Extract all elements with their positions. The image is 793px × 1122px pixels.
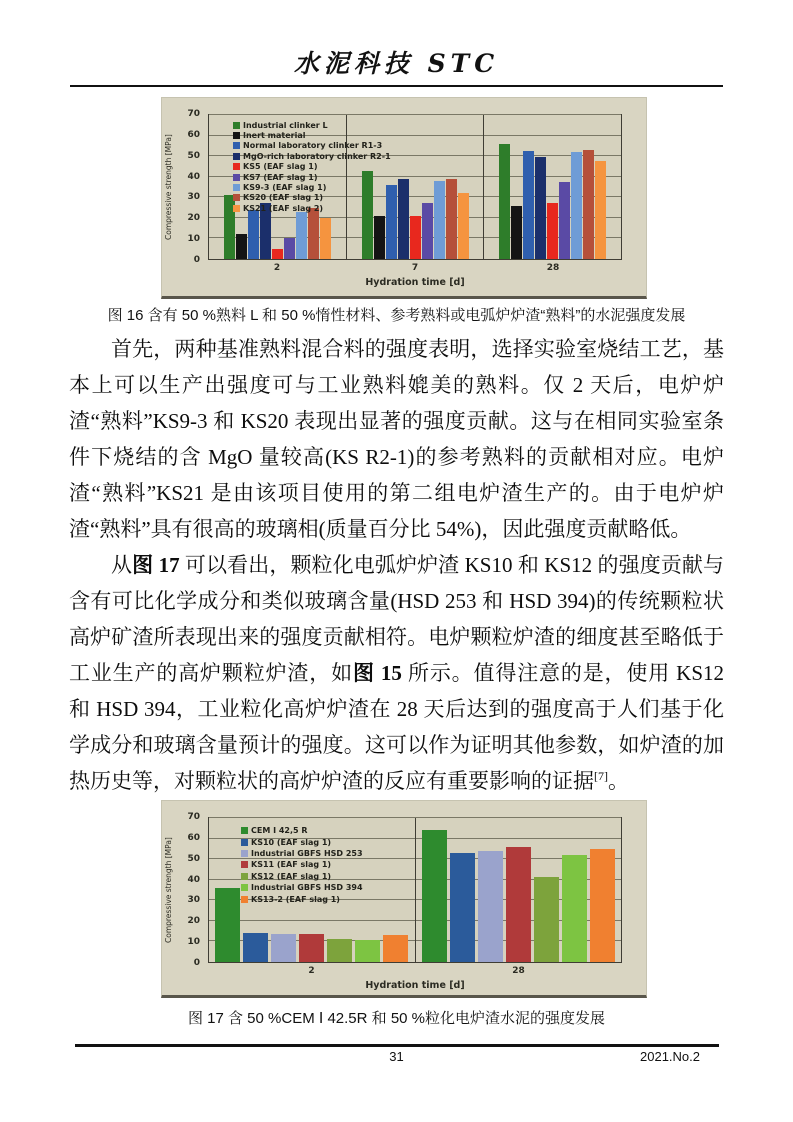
legend-swatch xyxy=(241,861,248,868)
y-tick-label: 20 xyxy=(187,916,200,927)
x-axis-title: Hydration time [d] xyxy=(365,980,465,991)
bar xyxy=(398,179,409,259)
bar xyxy=(355,940,380,962)
citation-ref: [7] xyxy=(594,769,608,783)
legend-label: Normal laboratory clinker R1-3 xyxy=(243,141,383,151)
legend-swatch xyxy=(233,174,240,181)
journal-title: 水泥科技 STC xyxy=(293,49,500,78)
legend-label: Industrial GBFS HSD 394 xyxy=(251,883,363,893)
bar xyxy=(434,181,445,259)
bar xyxy=(535,157,546,259)
bar xyxy=(458,193,469,259)
legend-label: KS9-3 (EAF slag 1) xyxy=(243,183,327,193)
legend-label: KS12 (EAF slag 1) xyxy=(251,871,332,881)
y-axis-title: Compressive strength [MPa] xyxy=(164,134,173,240)
y-tick-label: 50 xyxy=(187,150,200,161)
legend-item xyxy=(241,893,363,904)
legend-label: CEM I 42,5 R xyxy=(251,826,308,836)
legend-swatch xyxy=(241,884,248,891)
legend-item xyxy=(241,859,363,870)
bar xyxy=(446,179,457,259)
bar xyxy=(422,203,433,259)
y-tick-label: 10 xyxy=(187,937,200,948)
y-tick-label: 30 xyxy=(187,192,200,203)
y-tick-label: 70 xyxy=(187,109,200,119)
text-run: 从 xyxy=(111,553,133,577)
bar xyxy=(450,853,475,962)
legend-item xyxy=(233,162,391,172)
legend-label: Inert material xyxy=(243,131,306,141)
plot-area xyxy=(208,114,622,260)
bar xyxy=(595,161,606,259)
legend-label: KS7 (EAF slag 1) xyxy=(243,172,318,182)
chart-legend xyxy=(233,120,391,214)
bar xyxy=(583,150,594,259)
y-tick-label: 0 xyxy=(193,958,200,968)
y-tick-label: 40 xyxy=(187,171,200,182)
y-tick-label: 50 xyxy=(187,853,200,864)
bar xyxy=(374,216,385,259)
chart-legend xyxy=(241,825,363,905)
bar xyxy=(248,210,259,259)
bar xyxy=(478,851,503,962)
figure17-caption: 图 17 含 50 %CEM Ⅰ 42.5R 和 50 %粒化电炉渣水泥的强度发展 xyxy=(187,1010,606,1027)
bar xyxy=(571,152,582,259)
bar xyxy=(422,830,447,962)
legend-swatch xyxy=(241,873,248,880)
x-category-label: 28 xyxy=(546,263,560,273)
legend-label: KS5 (EAF slag 1) xyxy=(243,162,318,172)
bar xyxy=(272,249,283,259)
legend-item xyxy=(241,848,363,859)
bar xyxy=(236,234,247,259)
legend-item xyxy=(241,871,363,882)
legend-item xyxy=(233,172,391,182)
legend-swatch xyxy=(241,850,248,857)
figure16-caption: 图 16 含有 50 %熟料 L 和 50 %惰性材料、参考熟料或电弧炉炉渣“熟料”的水泥强度发展 xyxy=(107,307,686,324)
text-run: 图 17 xyxy=(132,553,180,577)
legend-swatch xyxy=(233,132,240,139)
legend-swatch xyxy=(233,194,240,201)
legend-swatch xyxy=(241,839,248,846)
y-tick-label: 0 xyxy=(193,255,200,265)
y-tick-label: 30 xyxy=(187,895,200,906)
page-number: 31 xyxy=(389,1049,404,1064)
legend-swatch xyxy=(233,153,240,160)
legend-item xyxy=(233,120,391,130)
bar xyxy=(547,203,558,259)
figure16-bar-chart xyxy=(161,97,647,299)
bar xyxy=(271,934,296,962)
bar xyxy=(284,238,295,259)
legend-swatch xyxy=(233,163,240,170)
bar xyxy=(511,206,522,259)
bar xyxy=(506,847,531,962)
legend-item xyxy=(233,130,391,140)
legend-swatch xyxy=(233,184,240,191)
legend-item xyxy=(241,836,363,847)
body-text xyxy=(69,331,724,799)
legend-label: KS10 (EAF slag 1) xyxy=(251,837,332,847)
bar xyxy=(534,877,559,962)
bar xyxy=(523,151,534,259)
legend-swatch xyxy=(241,896,248,903)
x-category-label: 2 xyxy=(273,263,281,273)
x-axis-categories xyxy=(208,966,622,976)
text-run: 图 15 xyxy=(352,661,402,685)
text-run: 所示。值得注意的是，使用 KS12 和 HSD 394，工业粒化高炉炉渣在 28 天后达到的强度高于人们基于化学成分和玻璃含量预计的强度。这可以作为证明其他参数，如炉渣的加热历史等，对颗粒状的高炉炉渣的反应有重要影响的证据 xyxy=(69,661,725,793)
bar xyxy=(243,933,268,962)
bar xyxy=(320,218,331,259)
bar xyxy=(562,855,587,962)
bar-group-28d xyxy=(415,818,622,962)
plot-area xyxy=(208,817,622,963)
paragraph-1 xyxy=(69,331,724,547)
x-axis-title: Hydration time [d] xyxy=(365,277,465,288)
paragraph-2 xyxy=(69,547,724,799)
bar xyxy=(383,935,408,962)
text-run: 。 xyxy=(608,769,629,793)
legend-item xyxy=(233,151,391,161)
y-tick-label: 60 xyxy=(187,129,200,140)
legend-label: KS20 (EAF slag 1) xyxy=(243,193,324,203)
legend-item xyxy=(233,182,391,192)
legend-label: KS21 (EAF slag 2) xyxy=(243,203,324,213)
y-axis-title: Compressive strength [MPa] xyxy=(164,837,173,943)
legend-swatch xyxy=(233,122,240,129)
legend-swatch xyxy=(241,827,248,834)
legend-item xyxy=(241,825,363,836)
legend-swatch xyxy=(233,205,240,212)
legend-label: Industrial GBFS HSD 253 xyxy=(251,848,363,858)
text-run: 可以看出，颗粒化电弧炉炉渣 KS10 和 KS12 的强度贡献与含有可比化学成分和类似玻璃含量(HSD 253 和 HSD 394)的传统颗粒状高炉矿渣所表现出来的强度贡献相符。电炉颗粒炉渣的细度甚至略低于工业生产的高炉颗粒炉渣，如 xyxy=(69,553,725,685)
y-tick-label: 60 xyxy=(187,832,200,843)
x-category-label: 28 xyxy=(512,966,525,976)
issue-label: 2021.No.2 xyxy=(640,1049,700,1064)
legend-label: KS13-2 (EAF slag 1) xyxy=(251,894,340,904)
bar xyxy=(410,216,421,259)
header-divider xyxy=(70,85,723,87)
text-run: 首先，两种基准熟料混合料的强度表明，选择实验室烧结工艺，基本上可以生产出强度可与工业熟料媲美的熟料。仅 2 天后，电炉炉渣“熟料”KS9-3 和 KS20 表现出显著的强度贡献。这与在相同实验室条件下烧结的含 MgO 量较高(KS R2-1)的参考熟料的贡献相对应。电炉渣“熟料”KS21 是由该项目使用的第二组电炉渣生产的。由于电炉炉渣“熟料”具有很高的玻璃相(质量百分比 54%)，因此强度贡献略低。 xyxy=(69,337,724,541)
y-tick-label: 20 xyxy=(187,213,200,224)
bar xyxy=(559,182,570,259)
bar xyxy=(299,934,324,962)
y-tick-label: 10 xyxy=(187,234,200,245)
legend-item xyxy=(241,882,363,893)
bar xyxy=(327,939,352,962)
x-category-label: 2 xyxy=(308,966,315,976)
bar xyxy=(215,888,240,962)
x-category-label: 7 xyxy=(411,263,419,273)
legend-item xyxy=(233,193,391,203)
x-axis-categories xyxy=(208,263,622,273)
legend-item xyxy=(233,203,391,213)
bar xyxy=(296,212,307,259)
bar xyxy=(308,208,319,259)
legend-label: Industrial clinker L xyxy=(243,120,328,130)
legend-label: MgO-rich laboratory clinker R2-1 xyxy=(243,151,391,161)
legend-swatch xyxy=(233,142,240,149)
y-axis-ticks xyxy=(176,812,202,968)
bar xyxy=(499,144,510,259)
y-tick-label: 40 xyxy=(187,874,200,885)
footer-divider xyxy=(75,1044,719,1047)
bar-group-28d xyxy=(483,115,621,259)
figure17-bar-chart xyxy=(161,800,647,998)
bar xyxy=(590,849,615,962)
y-tick-label: 70 xyxy=(187,812,200,822)
y-axis-ticks xyxy=(176,109,202,265)
legend-item xyxy=(233,141,391,151)
legend-label: KS11 (EAF slag 1) xyxy=(251,860,332,870)
